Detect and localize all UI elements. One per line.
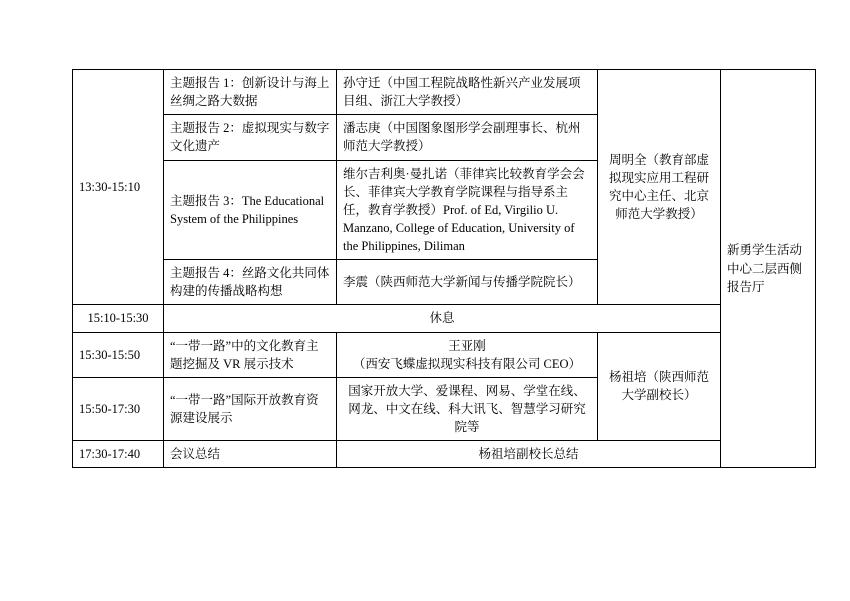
cell-topic-4: 主题报告 4：丝路文化共同体构建的传播战略构想 bbox=[164, 260, 337, 305]
cell-break-label: 休息 bbox=[164, 305, 721, 332]
cell-chair-late: 杨祖培（陕西师范大学副校长） bbox=[598, 332, 721, 441]
cell-speaker-1: 孙守迁（中国工程院战略性新兴产业发展项目组、浙江大学教授） bbox=[337, 70, 598, 115]
cell-speaker-4: 李震（陕西师范大学新闻与传播学院院长） bbox=[337, 260, 598, 305]
cell-speaker-6-line2: （西安飞蝶虚拟现实科技有限公司 CEO） bbox=[352, 356, 582, 371]
schedule-table-wrapper bbox=[72, 69, 803, 468]
cell-speaker-6-line1: 王亚刚 bbox=[448, 338, 486, 353]
cell-chair-afternoon: 周明全（教育部虚拟现实应用工程研究中心主任、北京师范大学教授） bbox=[598, 70, 721, 305]
cell-time-break: 15:10-15:30 bbox=[73, 305, 164, 332]
cell-topic-6: “一带一路”中的文化教育主题挖掘及 VR 展示技术 bbox=[164, 332, 337, 377]
cell-speaker-7: 国家开放大学、爱课程、网易、学堂在线、网龙、中文在线、科大讯飞、智慧学习研究院等 bbox=[337, 377, 598, 440]
table-row bbox=[73, 441, 816, 468]
cell-topic-1: 主题报告 1：创新设计与海上丝绸之路大数据 bbox=[164, 70, 337, 115]
cell-speaker-3: 维尔吉利奥·曼扎诺（菲律宾比较教育学会会长、菲律宾大学教育学院课程与指导系主任，教育学教授）Prof. of Ed, Virgilio U. Manzano, College of Education, University of the Philippines, Diliman bbox=[337, 160, 598, 260]
table-row bbox=[73, 70, 816, 115]
table-row bbox=[73, 332, 816, 377]
cell-speaker-2: 潘志庚（中国图象图形学会副理事长、杭州师范大学教授） bbox=[337, 115, 598, 160]
cell-topic-7: “一带一路”国际开放教育资源建设展示 bbox=[164, 377, 337, 440]
cell-topic-3: 主题报告 3：The Educational System of the Philippines bbox=[164, 160, 337, 260]
conference-schedule-table bbox=[72, 69, 816, 468]
cell-time-6: 15:30-15:50 bbox=[73, 332, 164, 377]
cell-venue: 新勇学生活动中心二层西侧报告厅 bbox=[721, 70, 816, 468]
cell-time-7: 15:50-17:30 bbox=[73, 377, 164, 440]
table-row-break bbox=[73, 305, 816, 332]
cell-topic-8: 会议总结 bbox=[164, 441, 337, 468]
cell-speaker-8: 杨祖培副校长总结 bbox=[337, 441, 721, 468]
cell-topic-2: 主题报告 2：虚拟现实与数字文化遗产 bbox=[164, 115, 337, 160]
cell-time-afternoon: 13:30-15:10 bbox=[73, 70, 164, 305]
cell-time-8: 17:30-17:40 bbox=[73, 441, 164, 468]
cell-speaker-6 bbox=[337, 332, 598, 377]
